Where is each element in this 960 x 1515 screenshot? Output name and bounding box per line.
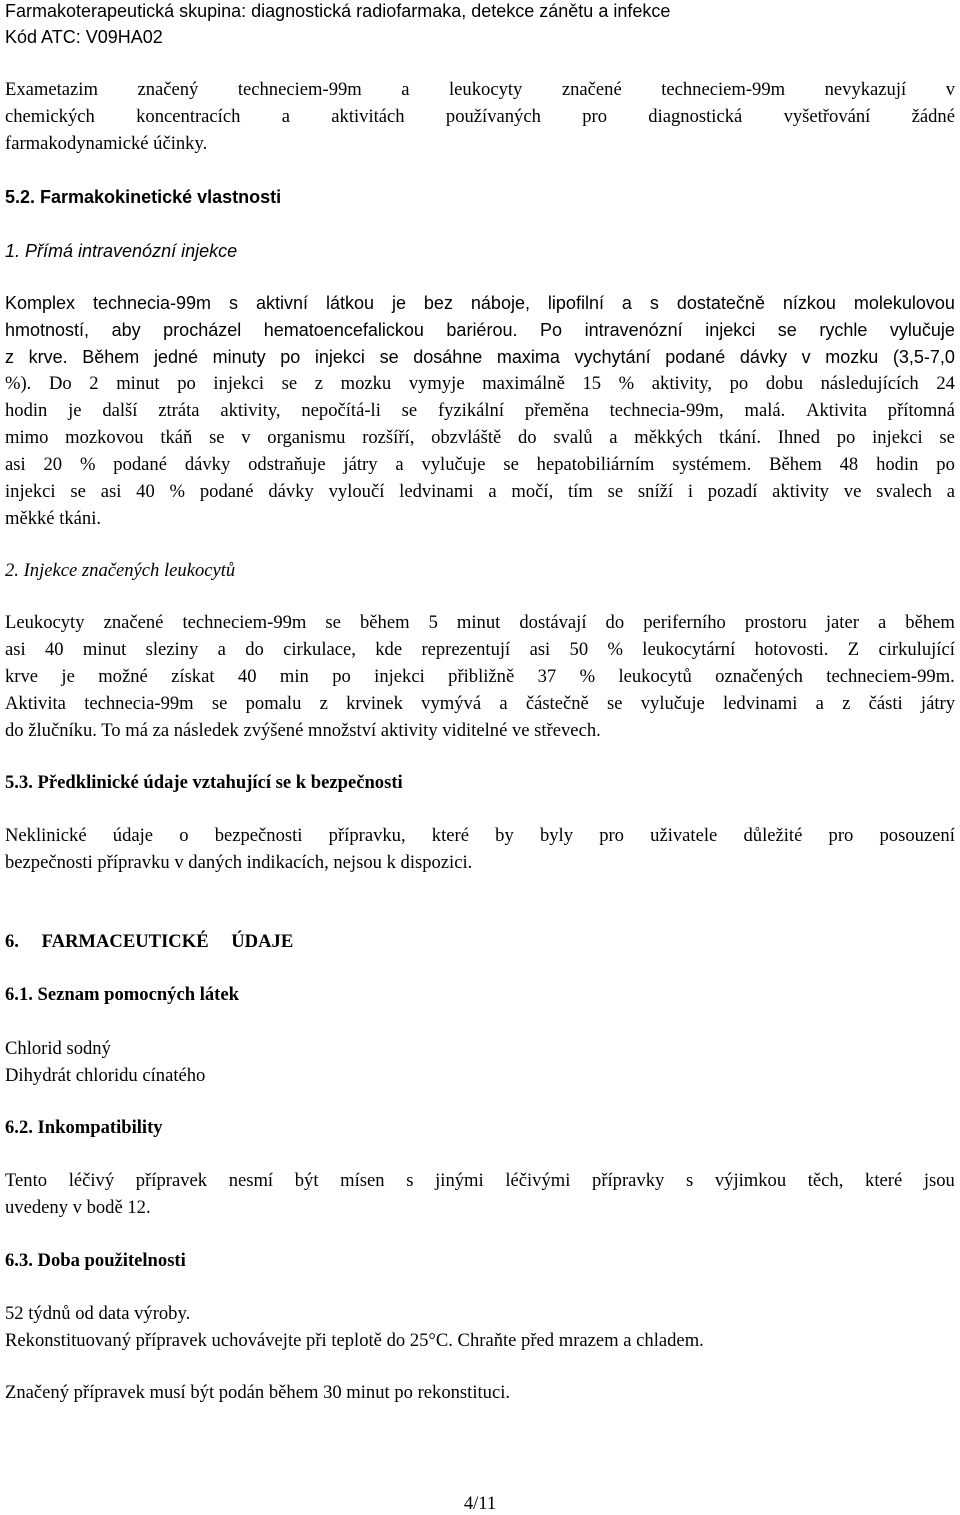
paragraph-line: mimo mozkovou tkáň se v organismu rozšíří, obzvláště do svalů a měkkých tkání. Ihned po injekci se: [5, 427, 955, 448]
section-heading-6-1: 6.1. Seznam pomocných látek: [5, 984, 239, 1005]
page-number: 4/11: [463, 1493, 497, 1514]
paragraph-line: chemických koncentracích a aktivitách používaných pro diagnostická vyšetřování žádné: [5, 106, 955, 127]
paragraph-line: bezpečnosti přípravku v daných indikacích, nejsou k dispozici.: [5, 852, 473, 873]
paragraph-line: farmakodynamické účinky.: [5, 133, 208, 154]
paragraph-line: asi 40 minut sleziny a do cirkulace, kde reprezentují asi 50 % leukocytární hotovosti. Z cirkulující: [5, 639, 955, 660]
shelf-life-line: 52 týdnů od data výroby.: [5, 1303, 191, 1324]
paragraph-line: Neklinické údaje o bezpečnosti přípravku, které by byly pro uživatele důležité pro posouzení: [5, 825, 955, 846]
paragraph-line: Exametazim značený techneciem-99m a leukocyty značené techneciem-99m nevykazují v: [5, 79, 955, 100]
paragraph-line: Komplex technecia-99m s aktivní látkou je bez náboje, lipofilní a s dostatečně nízkou molekulovou: [5, 293, 955, 313]
shelf-life-line: Rekonstituovaný přípravek uchovávejte při teplotě do 25°C. Chraňte před mrazem a chladem.: [5, 1330, 704, 1351]
excipient-item: Dihydrát chloridu cínatého: [5, 1065, 206, 1086]
header-therapeutic-group: Farmakoterapeutická skupina: diagnostická radiofarmaka, detekce zánětu a infekce: [5, 1, 671, 21]
section-heading-5-2: 5.2. Farmakokinetické vlastnosti: [5, 187, 282, 207]
paragraph-line: hmotností, aby procházel hematoencefalickou bariérou. Po intravenózní injekci se rychle vylučuje: [5, 320, 955, 340]
paragraph-line: Aktivita technecia-99m se pomalu z krvinek vymývá a částečně se vylučuje ledvinami a z části játry: [5, 693, 955, 714]
paragraph-line: hodin je další ztráta aktivity, nepočítá-li se fyzikální přeměna technecia-99m, malá. Aktivita přítomná: [5, 400, 955, 421]
paragraph-line: %). Do 2 minut po injekci se z mozku vymyje maximálně 15 % aktivity, po dobu následujících 24: [5, 373, 955, 394]
paragraph-line: uvedeny v bodě 12.: [5, 1197, 151, 1218]
paragraph-line: Tento léčivý přípravek nesmí být mísen s jinými léčivými přípravky s výjimkou těch, které jsou: [5, 1170, 955, 1191]
paragraph-line: asi 20 % podané dávky odstraňuje játry a vylučuje se hepatobiliárním systémem. Během 48 hodin po: [5, 454, 955, 475]
paragraph-line: injekci se asi 40 % podané dávky vyloučí ledvinami a močí, tím se sníží i pozadí aktivity ve svalech a: [5, 481, 955, 502]
paragraph-line: krve je možné získat 40 min po injekci přibližně 37 % leukocytů označených techneciem-99m.: [5, 666, 955, 687]
paragraph-line: do žlučníku. To má za následek zvýšené množství aktivity viditelné ve střevech.: [5, 720, 601, 741]
section-heading-5-3: 5.3. Předklinické údaje vztahující se k bezpečnosti: [5, 772, 403, 793]
paragraph-line: z krve. Během jedné minuty po injekci se dosáhne maxima vychytání podané dávky v mozku (3,5-7,0: [5, 347, 955, 367]
excipient-item: Chlorid sodný: [5, 1038, 111, 1059]
subheading-intravenous-injection: 1. Přímá intravenózní injekce: [5, 241, 238, 261]
subheading-labelled-leukocytes: 2. Injekce značených leukocytů: [5, 560, 236, 581]
section-heading-6-2: 6.2. Inkompatibility: [5, 1117, 163, 1138]
paragraph-line: měkké tkáni.: [5, 508, 102, 529]
paragraph-line: Leukocyty značené techneciem-99m se během 5 minut dostávají do periferního prostoru jater a během: [5, 612, 955, 633]
shelf-life-line: Značený přípravek musí být podán během 30 minut po rekonstituci.: [5, 1382, 511, 1403]
header-atc-code: Kód ATC: V09HA02: [5, 27, 163, 47]
section-heading-6-3: 6.3. Doba použitelnosti: [5, 1250, 186, 1271]
section-heading-6: 6. FARMACEUTICKÉ ÚDAJE: [5, 931, 294, 952]
